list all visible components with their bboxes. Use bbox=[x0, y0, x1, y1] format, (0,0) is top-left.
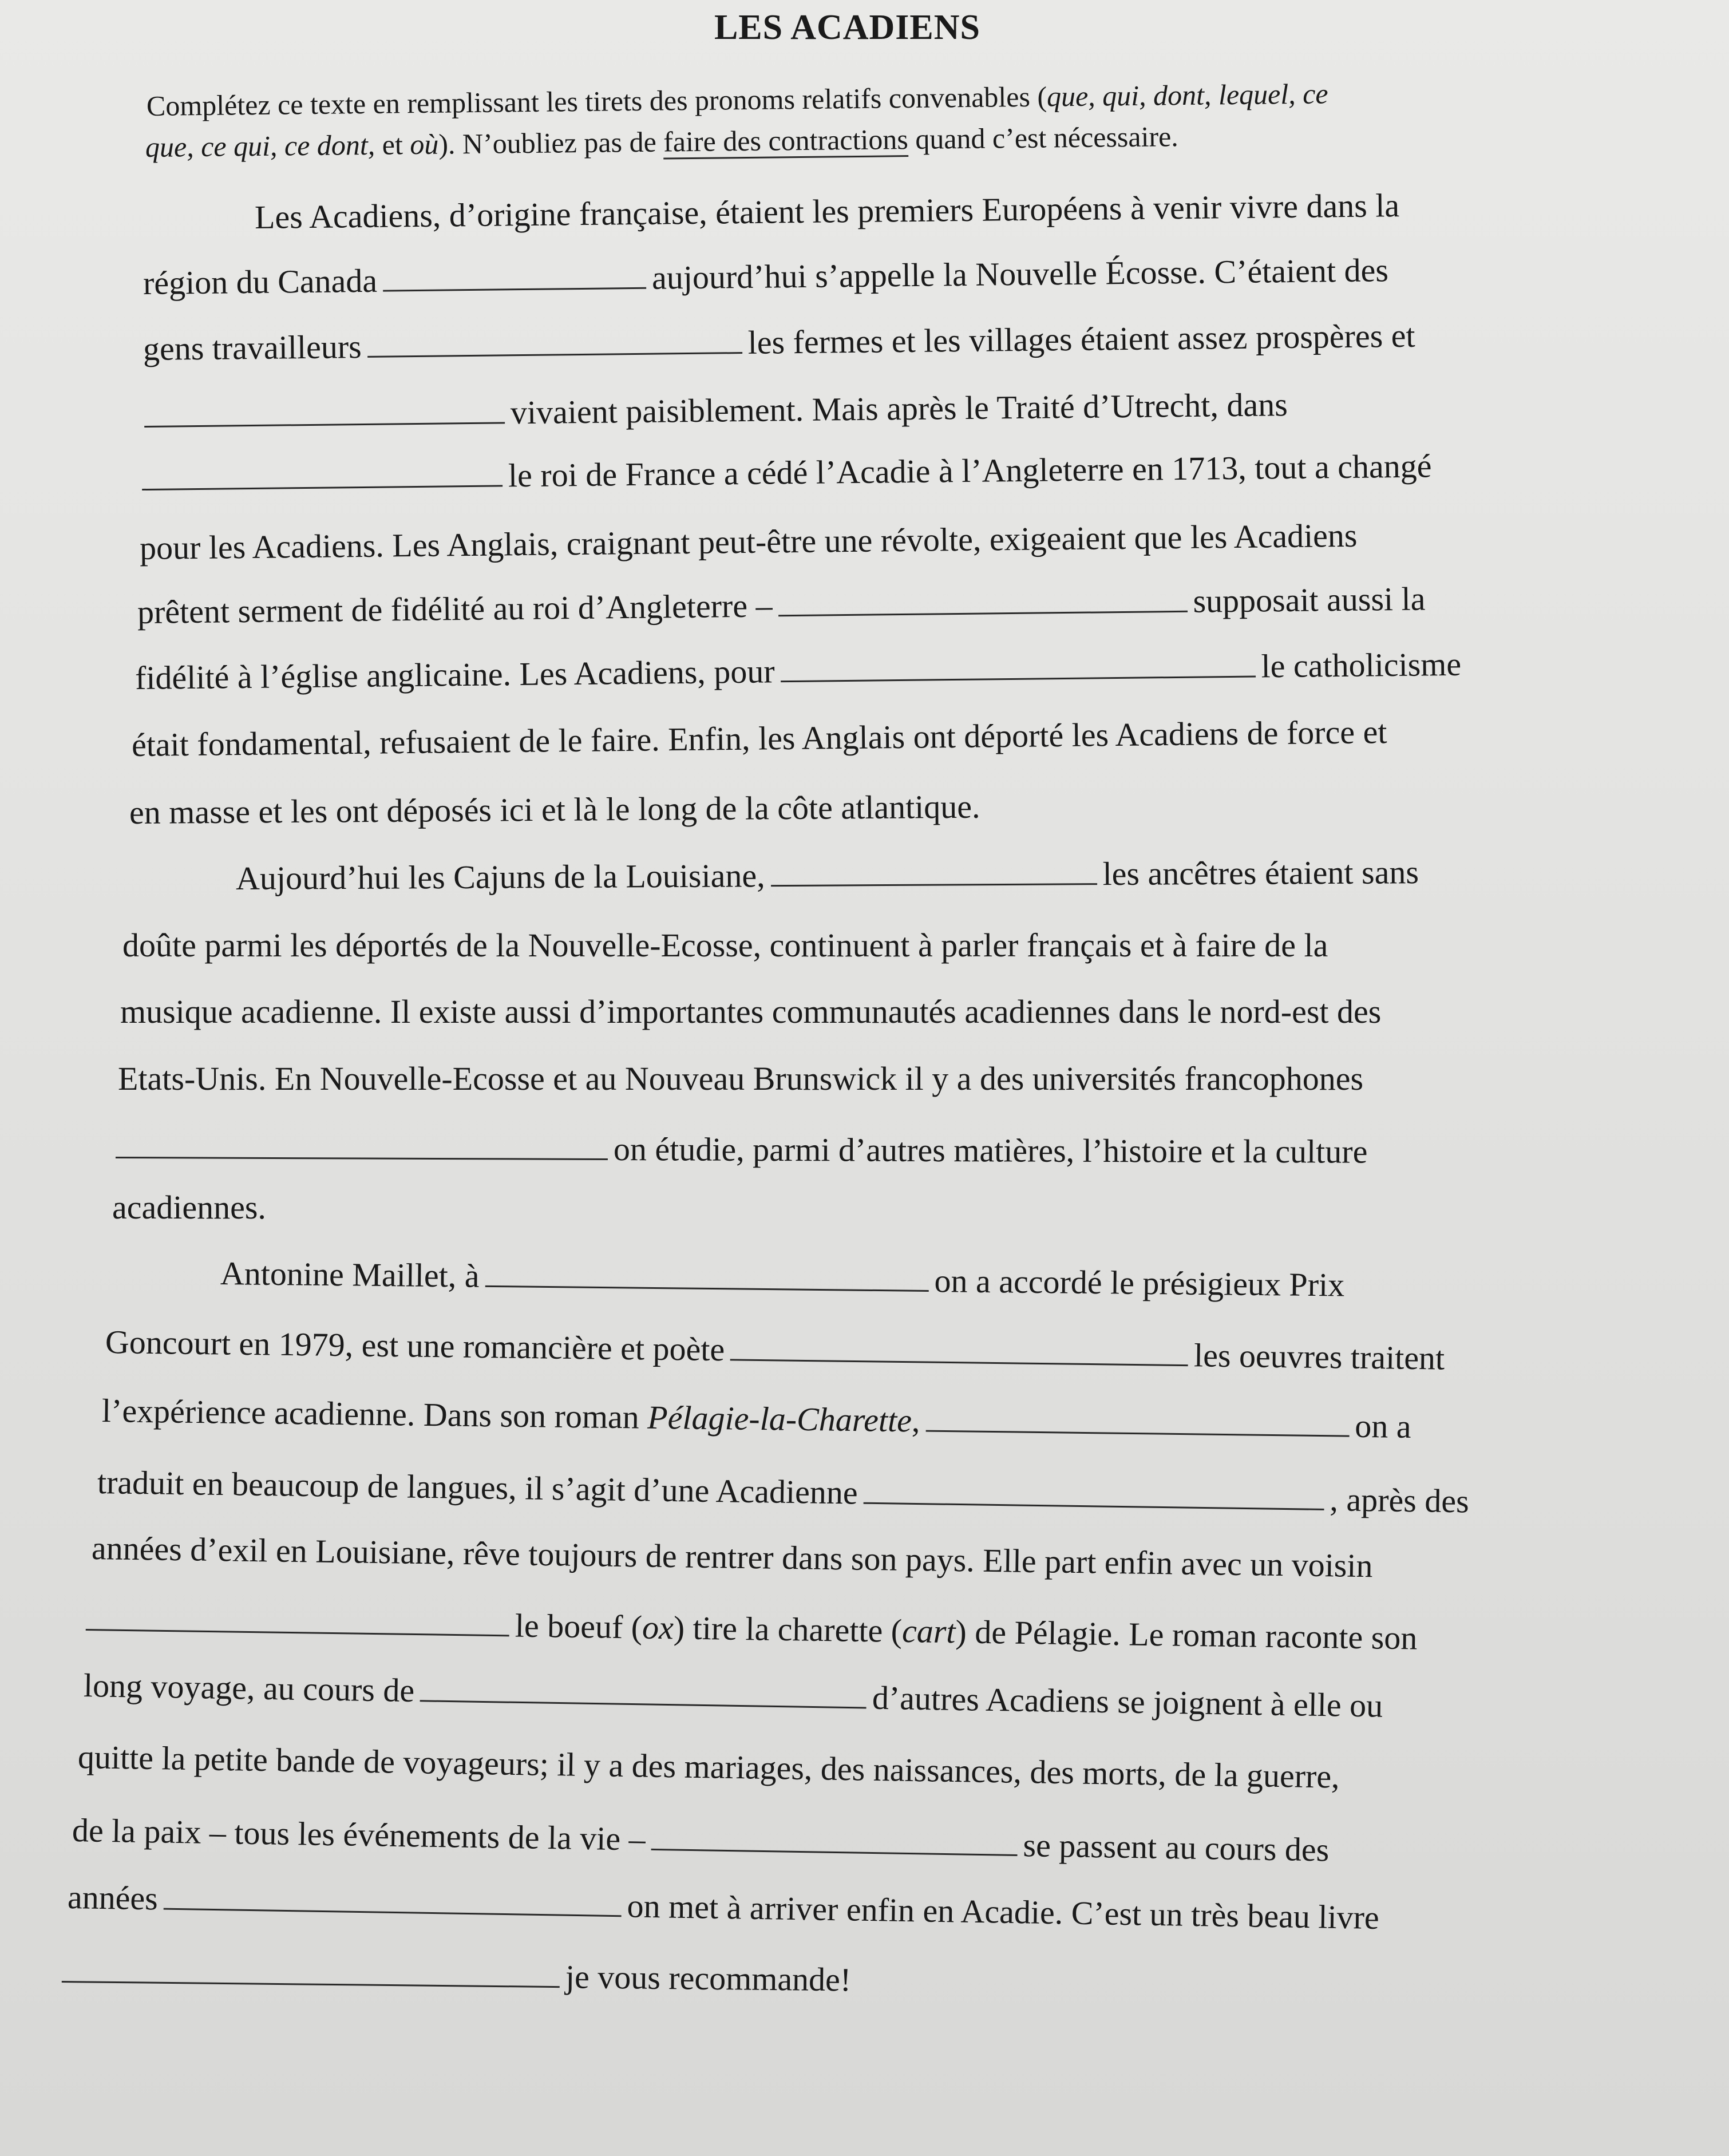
text-line-10: en masse et les ont déposés ici et là le long de la côte atlantique. bbox=[129, 788, 980, 831]
answer-blank-12[interactable] bbox=[863, 1476, 1324, 1510]
title-text: LES ACADIENS bbox=[714, 8, 981, 47]
answer-blank-15[interactable] bbox=[651, 1822, 1018, 1856]
instructions-line-1: Complétez ce texte en remplissant les tirets des pronoms relatifs convenables (que, qui, dont, lequel, ce bbox=[146, 77, 1328, 122]
text-line-11: Aujourd’hui les Cajuns de la Louisiane, les ancêtres étaient sans bbox=[235, 853, 1419, 897]
text-line-16: acadiennes. bbox=[112, 1189, 266, 1226]
answer-blank-7[interactable] bbox=[770, 857, 1097, 887]
answer-blank-4[interactable] bbox=[142, 458, 503, 490]
text-line-25: de la paix – tous les événements de la vie – se passent au cours des bbox=[72, 1811, 1330, 1869]
text-line-8: fidélité à l’église anglicaine. Les Acadiens, pour le catholicisme bbox=[134, 645, 1462, 697]
text-line-12: doûte parmi les déportés de la Nouvelle-Ecosse, continuent à parler français et à faire de la bbox=[122, 927, 1328, 964]
answer-blank-14[interactable] bbox=[420, 1674, 867, 1708]
text-line-6: pour les Acadiens. Les Anglais, craignant peut-être une révolte, exigeaient que les Acadiens bbox=[139, 516, 1358, 567]
text-line-20: traduit en beaucoup de langues, il s’agit d’une Acadienne , après des bbox=[97, 1463, 1470, 1520]
text-line-5: le roi de France a cédé l’Acadie à l’Angleterre en 1713, tout a changé bbox=[142, 443, 1432, 503]
instructions-line-2: que, ce qui, ce dont, et où). N’oubliez pas de faire des contractions quand c’est nécessaire. bbox=[145, 120, 1179, 163]
answer-blank-2[interactable] bbox=[367, 326, 742, 358]
answer-blank-17[interactable] bbox=[62, 1955, 560, 1988]
text-line-18: Goncourt en 1979, est une romancière et poète les oeuvres traitent bbox=[105, 1323, 1445, 1377]
text-line-23: long voyage, au cours de d’autres Acadiens se joignent à elle ou bbox=[83, 1667, 1383, 1724]
text-line-19: l’expérience acadienne. Dans son roman Pélagie-la-Charette, on a bbox=[101, 1392, 1412, 1445]
text-line-21: années d’exil en Louisiane, rêve toujours de rentrer dans son pays. Elle part enfin avec un voisin bbox=[91, 1529, 1373, 1585]
text-line-7: prêtent serment de fidélité au roi d’Angleterre – supposait aussi la bbox=[137, 580, 1426, 631]
text-line-1: Les Acadiens, d’origine française, étaient les premiers Européens à venir vivre dans la bbox=[254, 187, 1400, 236]
text-line-2: région du Canada aujourd’hui s’appelle la Nouvelle Écosse. C’étaient des bbox=[143, 251, 1389, 302]
answer-blank-13[interactable] bbox=[86, 1603, 510, 1636]
text-line-14: Etats-Unis. En Nouvelle-Ecosse et au Nouveau Brunswick il y a des universités francophones bbox=[118, 1060, 1364, 1097]
answer-blank-10[interactable] bbox=[730, 1332, 1189, 1366]
answer-blank-9[interactable] bbox=[485, 1259, 928, 1292]
text-line-27: je vous recommande! bbox=[62, 1949, 852, 2003]
text-line-15: on étudie, parmi d’autres matières, l’histoire et la culture bbox=[116, 1125, 1368, 1175]
text-line-17: Antonine Maillet, à on a accordé le présigieux Prix bbox=[220, 1255, 1345, 1304]
answer-blank-6[interactable] bbox=[780, 650, 1255, 683]
text-line-9: était fondamental, refusaient de le faire. Enfin, les Anglais ont déporté les Acadiens de force et bbox=[131, 713, 1387, 763]
answer-blank-3[interactable] bbox=[144, 395, 505, 428]
answer-blank-5[interactable] bbox=[778, 584, 1187, 616]
text-line-22: le boeuf (ox) tire la charette (cart) de Pélagie. Le roman raconte son bbox=[85, 1597, 1417, 1661]
text-line-26: années on met à arriver enfin en Acadie. C’est un très beau livre bbox=[67, 1878, 1380, 1936]
answer-blank-11[interactable] bbox=[925, 1404, 1350, 1437]
answer-blank-16[interactable] bbox=[163, 1882, 622, 1917]
page-title bbox=[0, 5, 1729, 50]
underlined-phrase: faire des contractions bbox=[663, 123, 908, 159]
answer-blank-8[interactable] bbox=[116, 1130, 608, 1160]
text-line-4: vivaient paisiblement. Mais après le Traité d’Utrecht, dans bbox=[144, 382, 1288, 440]
text-line-13: musique acadienne. Il existe aussi d’importantes communautés acadiennes dans le nord-est des bbox=[120, 993, 1382, 1030]
answer-blank-1[interactable] bbox=[383, 261, 646, 292]
text-line-24: quitte la petite bande de voyageurs; il y a des mariages, des naissances, des morts, de la guerre, bbox=[77, 1738, 1340, 1795]
text-line-3: gens travailleurs les fermes et les villages étaient assez prospères et bbox=[143, 317, 1415, 367]
